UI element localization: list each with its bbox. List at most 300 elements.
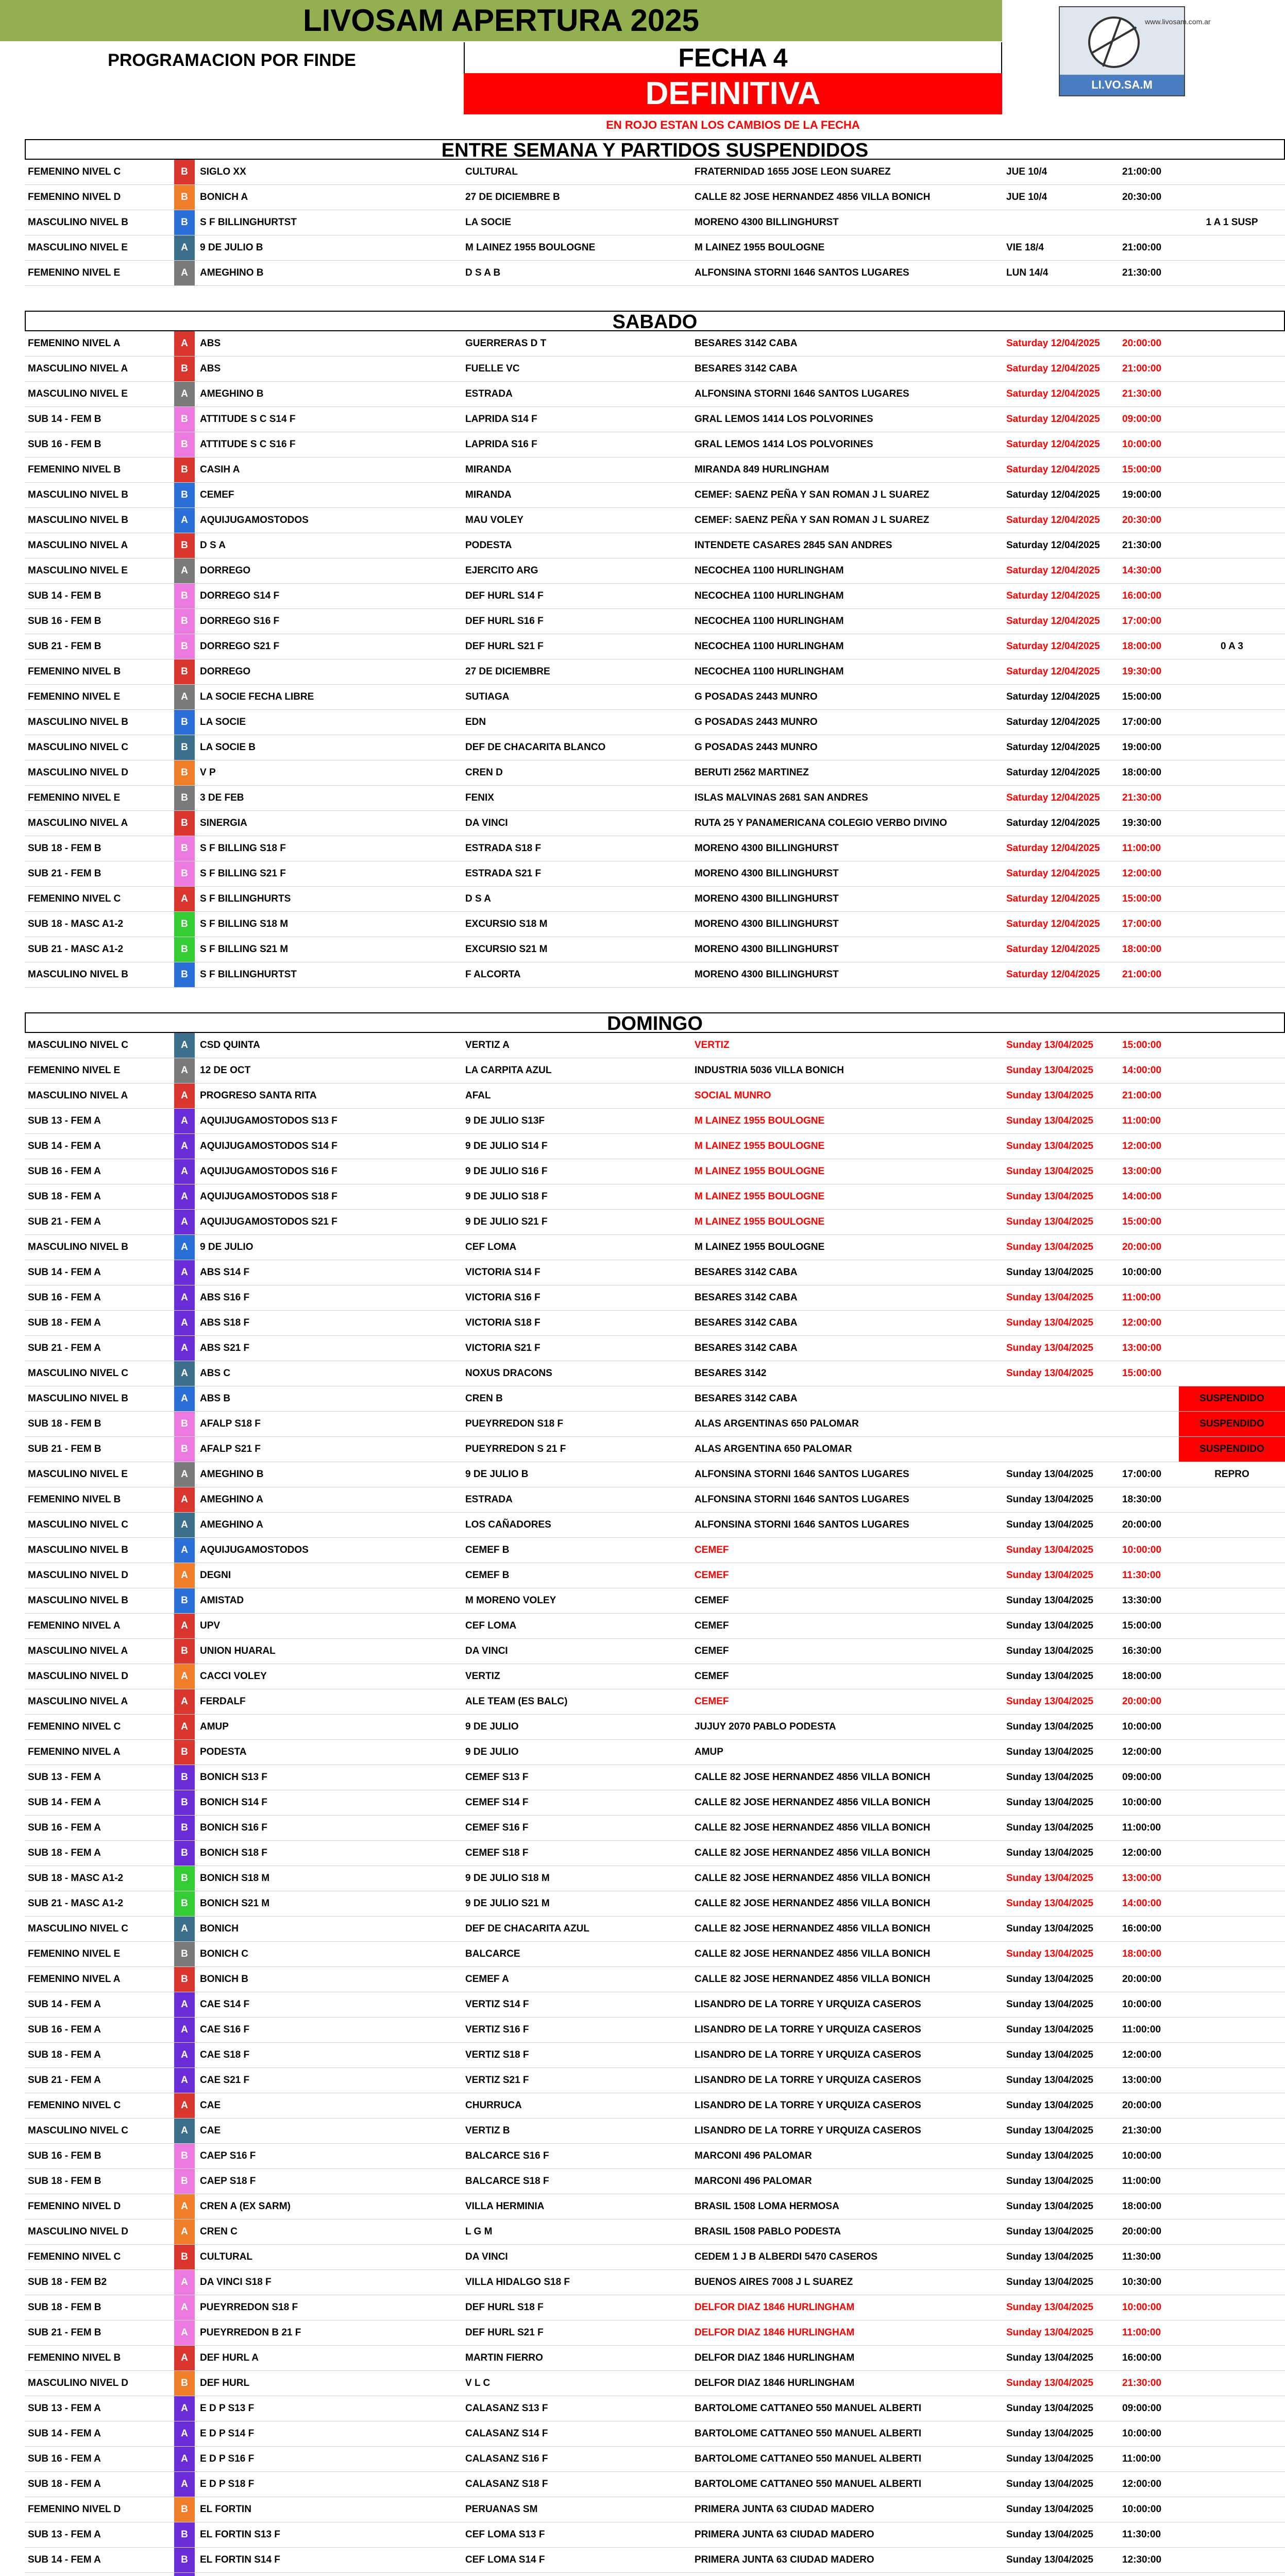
home-team: ABS C (200, 1368, 231, 1379)
home-team: AMISTAD (200, 1595, 244, 1606)
page-title: LIVOSAM APERTURA 2025 (0, 0, 1002, 41)
level-badge: A (174, 1109, 195, 1133)
venue: SOCIAL MUNRO (695, 1090, 771, 1101)
match-date: Sunday 13/04/2025 (1006, 2201, 1093, 2212)
match-time: 11:00:00 (1122, 2327, 1161, 2338)
level-badge: B (174, 760, 195, 785)
match-date: Sunday 13/04/2025 (1006, 1292, 1093, 1303)
level-badge: B (174, 2497, 195, 2522)
match-time: 21:00:00 (1122, 363, 1162, 374)
match-note (1179, 2548, 1285, 2572)
match-time: 17:00:00 (1122, 717, 1162, 727)
category: SUB 21 - MASC A1-2 (28, 1898, 124, 1909)
home-team: DORREGO S21 F (200, 641, 280, 652)
category: SUB 16 - FEM B (28, 439, 102, 450)
match-date: Sunday 13/04/2025 (1006, 1772, 1093, 1783)
venue: MORENO 4300 BILLINGHURST (695, 944, 839, 955)
match-date: Sunday 13/04/2025 (1006, 1191, 1093, 1202)
level-badge: A (174, 2093, 195, 2118)
match-note (1179, 887, 1285, 911)
match-row (25, 160, 1285, 185)
match-time: 21:30:00 (1122, 2378, 1162, 2388)
venue: ALFONSINA STORNI 1646 SANTOS LUGARES (695, 1519, 909, 1530)
match-row (25, 2497, 1285, 2522)
level-badge: B (174, 2245, 195, 2269)
level-badge: A (174, 382, 195, 406)
match-date: Sunday 13/04/2025 (1006, 1974, 1093, 1985)
match-time: 10:00:00 (1122, 2150, 1162, 2161)
match-row (25, 1109, 1285, 1134)
venue: BESARES 3142 CABA (695, 1267, 798, 1278)
match-row (25, 1967, 1285, 1992)
match-date: Sunday 13/04/2025 (1006, 1317, 1093, 1328)
venue: CEMEF (695, 1595, 729, 1606)
away-team: GUERRERAS D T (465, 338, 547, 349)
venue: PRIMERA JUNTA 63 CIUDAD MADERO (695, 2504, 874, 2515)
match-date: Sunday 13/04/2025 (1006, 1040, 1093, 1050)
venue: M LAINEZ 1955 BOULOGNE (695, 1166, 825, 1177)
venue: BRASIL 1508 PABLO PODESTA (695, 2226, 841, 2237)
match-row (25, 2447, 1285, 2472)
page-header (0, 0, 1285, 139)
logo-website: www.livosam.com.ar (1145, 18, 1211, 26)
category: FEMENINO NIVEL B (28, 2352, 121, 2363)
category: FEMENINO NIVEL E (28, 691, 121, 702)
match-row (25, 1563, 1285, 1588)
match-note (1179, 508, 1285, 533)
category: SUB 21 - FEM B (28, 1444, 102, 1454)
match-row (25, 1159, 1285, 1184)
category: FEMENINO NIVEL A (28, 1620, 121, 1631)
match-date: Sunday 13/04/2025 (1006, 1873, 1093, 1884)
away-team: EXCURSIO S21 M (465, 944, 548, 955)
match-row (25, 1740, 1285, 1765)
match-date: Saturday 12/04/2025 (1006, 363, 1100, 374)
match-date (1006, 1386, 1120, 1411)
level-badge: A (174, 1361, 195, 1386)
level-badge: B (174, 533, 195, 558)
category: SUB 14 - FEM A (28, 1267, 101, 1278)
category: FEMENINO NIVEL D (28, 2201, 121, 2212)
home-team: BONICH S21 M (200, 1898, 270, 1909)
match-date: Sunday 13/04/2025 (1006, 2378, 1093, 2388)
match-note (1179, 2497, 1285, 2522)
match-row (25, 2472, 1285, 2497)
level-badge: A (174, 1033, 195, 1058)
venue: FRATERNIDAD 1655 JOSE LEON SUAREZ (695, 166, 891, 177)
level-badge: B (174, 160, 195, 184)
away-team: DEF HURL S18 F (465, 2302, 544, 2313)
match-note (1179, 1841, 1285, 1866)
venue: MORENO 4300 BILLINGHURST (695, 843, 839, 854)
away-team: CEMEF A (465, 1974, 509, 1985)
match-date: Saturday 12/04/2025 (1006, 439, 1100, 450)
match-row (25, 1942, 1285, 1967)
match-time: 18:00:00 (1122, 2201, 1162, 2212)
match-note: 1 A 1 SUSP (1206, 217, 1258, 228)
home-team: PUEYRREDON B 21 F (200, 2327, 301, 2338)
match-date: Sunday 13/04/2025 (1006, 2024, 1093, 2035)
match-row (25, 1412, 1285, 1437)
match-note: SUSPENDIDO (1179, 1437, 1285, 1462)
match-time: 12:00:00 (1122, 1747, 1162, 1757)
match-note: REPRO (1214, 1469, 1249, 1480)
away-team: ESTRADA (465, 388, 513, 399)
match-time: 13:00:00 (1122, 2075, 1162, 2086)
home-team: CAE S21 F (200, 2075, 250, 2086)
match-row (25, 2093, 1285, 2119)
category: SUB 14 - FEM A (28, 1999, 101, 2010)
level-badge (174, 2573, 195, 2576)
away-team: CALASANZ S13 F (465, 2403, 548, 2414)
match-time (1122, 210, 1174, 235)
away-team: VICTORIA S14 F (465, 1267, 540, 1278)
match-note (1179, 659, 1285, 684)
level-badge: A (174, 1083, 195, 1108)
category: MASCULINO NIVEL E (28, 242, 128, 253)
match-note (1179, 1816, 1285, 1840)
venue: BRASIL 1508 LOMA HERMOSA (695, 2201, 839, 2212)
match-note (1179, 2093, 1285, 2118)
match-note (1179, 1361, 1285, 1386)
match-time: 21:30:00 (1122, 388, 1162, 399)
section-gap (25, 988, 1285, 1012)
match-note (1179, 2371, 1285, 2396)
match-time: 15:00:00 (1122, 1368, 1162, 1379)
match-note (1179, 1538, 1285, 1563)
match-time: 11:30:00 (1122, 2529, 1161, 2540)
match-date: Saturday 12/04/2025 (1006, 540, 1100, 551)
match-note (1179, 261, 1285, 285)
match-note (1179, 1942, 1285, 1967)
match-date: Sunday 13/04/2025 (1006, 2226, 1093, 2237)
away-team: CALASANZ S18 F (465, 2479, 548, 2489)
venue: CALLE 82 JOSE HERNANDEZ 4856 VILLA BONICH (695, 1948, 931, 1959)
match-row (25, 584, 1285, 609)
match-date: Sunday 13/04/2025 (1006, 1797, 1093, 1808)
home-team: BONICH S18 F (200, 1848, 267, 1858)
level-badge: B (174, 2371, 195, 2396)
match-note (1179, 2320, 1285, 2345)
venue: AMUP (695, 1747, 723, 1757)
match-note (1179, 937, 1285, 962)
match-date: Saturday 12/04/2025 (1006, 515, 1100, 526)
level-badge: A (174, 1664, 195, 1689)
category: MASCULINO NIVEL A (28, 1090, 128, 1101)
match-time: 21:00:00 (1122, 969, 1162, 980)
match-row (25, 685, 1285, 710)
venue: ALFONSINA STORNI 1646 SANTOS LUGARES (695, 388, 909, 399)
home-team: AMEGHINO A (200, 1494, 263, 1505)
level-badge: A (174, 1285, 195, 1310)
match-note (1179, 1614, 1285, 1638)
match-date: Sunday 13/04/2025 (1006, 1368, 1093, 1379)
match-row (25, 1513, 1285, 1538)
match-date: Sunday 13/04/2025 (1006, 2302, 1093, 2313)
match-date: Sunday 13/04/2025 (1006, 2479, 1093, 2489)
match-date: Sunday 13/04/2025 (1006, 2529, 1093, 2540)
match-note: SUSPENDIDO (1179, 1386, 1285, 1411)
level-badge: B (174, 1866, 195, 1891)
venue: ALFONSINA STORNI 1646 SANTOS LUGARES (695, 1494, 909, 1505)
category: SUB 18 - FEM A (28, 2479, 101, 2489)
category: FEMENINO NIVEL D (28, 192, 121, 202)
match-date: VIE 18/4 (1006, 242, 1044, 253)
match-note (1179, 1109, 1285, 1133)
level-badge: A (174, 2472, 195, 2497)
match-date: Sunday 13/04/2025 (1006, 2277, 1093, 2287)
category: FEMENINO NIVEL C (28, 2100, 121, 2111)
level-badge: A (174, 2194, 195, 2219)
level-badge: A (174, 685, 195, 709)
venue: CALLE 82 JOSE HERNANDEZ 4856 VILLA BONICH (695, 1974, 931, 1985)
category: MASCULINO NIVEL B (28, 1545, 128, 1555)
home-team: S F BILLINGHURTST (200, 969, 297, 980)
level-badge: A (174, 2396, 195, 2421)
match-date: Sunday 13/04/2025 (1006, 1343, 1093, 1353)
match-date: Saturday 12/04/2025 (1006, 489, 1100, 500)
away-team: LAPRIDA S14 F (465, 414, 537, 425)
away-team: LA SOCIE (465, 217, 512, 228)
venue: LISANDRO DE LA TORRE Y URQUIZA CASEROS (695, 1999, 921, 2010)
match-row (25, 2548, 1285, 2573)
category: SUB 14 - FEM A (28, 2554, 101, 2565)
match-time: 10:00:00 (1122, 439, 1162, 450)
venue: MIRANDA 849 HURLINGHAM (695, 464, 830, 475)
venue: M LAINEZ 1955 BOULOGNE (695, 242, 825, 253)
match-time: 11:00:00 (1122, 2176, 1161, 2187)
match-time: 19:00:00 (1122, 742, 1162, 753)
away-team: DEF HURL S21 F (465, 641, 544, 652)
away-team: VERTIZ S16 F (465, 2024, 529, 2035)
match-time: 10:30:00 (1122, 2277, 1162, 2287)
match-date: Saturday 12/04/2025 (1006, 919, 1100, 929)
match-row (25, 1260, 1285, 1285)
away-team: AFAL (465, 1090, 491, 1101)
match-date: Saturday 12/04/2025 (1006, 388, 1100, 399)
match-note (1179, 1588, 1285, 1613)
category: MASCULINO NIVEL B (28, 489, 128, 500)
match-row (25, 1689, 1285, 1715)
match-note (1179, 457, 1285, 482)
level-badge: A (174, 2043, 195, 2067)
home-team: E D P S16 F (200, 2453, 255, 2464)
match-time: 12:00:00 (1122, 868, 1162, 879)
match-row (25, 1538, 1285, 1563)
match-time: 20:00:00 (1122, 1696, 1162, 1707)
venue: LISANDRO DE LA TORRE Y URQUIZA CASEROS (695, 2024, 921, 2035)
away-team: VICTORIA S21 F (465, 1343, 540, 1353)
match-note (1179, 1639, 1285, 1664)
match-note (1179, 2447, 1285, 2471)
home-team: BONICH C (200, 1948, 248, 1959)
category: FEMENINO NIVEL E (28, 1065, 121, 1076)
match-time: 20:00:00 (1122, 2226, 1162, 2237)
category: MASCULINO NIVEL D (28, 2226, 128, 2237)
match-row (25, 331, 1285, 357)
home-team: PROGRESO SANTA RITA (200, 1090, 317, 1101)
match-date: Saturday 12/04/2025 (1006, 818, 1100, 828)
match-time: 21:30:00 (1122, 267, 1162, 278)
match-time: 13:30:00 (1122, 1595, 1162, 1606)
venue: ALAS ARGENTINAS 650 PALOMAR (695, 1418, 859, 1429)
match-row (25, 937, 1285, 962)
match-date: Saturday 12/04/2025 (1006, 616, 1100, 626)
level-badge: A (174, 1058, 195, 1083)
venue: M LAINEZ 1955 BOULOGNE (695, 1191, 825, 1202)
venue: MORENO 4300 BILLINGHURST (695, 868, 839, 879)
section (25, 311, 1285, 1012)
home-team: S F BILLINGHURTST (200, 217, 297, 228)
match-time: 13:00:00 (1122, 1166, 1162, 1177)
level-badge: A (174, 1134, 195, 1159)
match-time: 19:30:00 (1122, 818, 1162, 828)
away-team: F ALCORTA (465, 969, 521, 980)
level-badge: B (174, 432, 195, 457)
level-badge: B (174, 962, 195, 987)
home-team: ABS B (200, 1393, 231, 1404)
away-team: V L C (465, 2378, 491, 2388)
match-time: 16:00:00 (1122, 2352, 1162, 2363)
away-team: EXCURSIO S18 M (465, 919, 548, 929)
match-date: Sunday 13/04/2025 (1006, 1115, 1093, 1126)
match-note (1179, 1765, 1285, 1790)
match-note (1179, 357, 1285, 381)
level-badge: B (174, 584, 195, 608)
home-team: EL FORTIN S14 F (200, 2554, 280, 2565)
away-team: LA CARPITA AZUL (465, 1065, 552, 1076)
match-note (1179, 1513, 1285, 1537)
category: SUB 16 - FEM B (28, 2150, 102, 2161)
match-row (25, 2043, 1285, 2068)
match-date: Sunday 13/04/2025 (1006, 2453, 1093, 2464)
match-date: Sunday 13/04/2025 (1006, 1747, 1093, 1757)
venue: DELFOR DIAZ 1846 HURLINGHAM (695, 2327, 855, 2338)
level-badge: B (174, 1639, 195, 1664)
away-team: CULTURAL (465, 166, 518, 177)
match-time: 14:30:00 (1122, 565, 1162, 576)
match-row (25, 2018, 1285, 2043)
away-team: VICTORIA S18 F (465, 1317, 540, 1328)
venue: MORENO 4300 BILLINGHURST (695, 893, 839, 904)
level-badge: B (174, 1412, 195, 1436)
home-team: DORREGO S14 F (200, 590, 280, 601)
venue: LISANDRO DE LA TORRE Y URQUIZA CASEROS (695, 2100, 921, 2111)
match-row (25, 1790, 1285, 1816)
away-team: 9 DE JULIO (465, 1721, 519, 1732)
section-title: ENTRE SEMANA Y PARTIDOS SUSPENDIDOS (25, 139, 1285, 160)
match-row (25, 2346, 1285, 2371)
category: MASCULINO NIVEL B (28, 515, 128, 526)
venue: BARTOLOME CATTANEO 550 MANUEL ALBERTI (695, 2403, 922, 2414)
match-time: 21:30:00 (1122, 792, 1162, 803)
away-team: FENIX (465, 792, 494, 803)
match-row (25, 508, 1285, 533)
match-row (25, 1184, 1285, 1210)
category: MASCULINO NIVEL B (28, 217, 128, 228)
venue: BESARES 3142 CABA (695, 1393, 798, 1404)
category: MASCULINO NIVEL E (28, 565, 128, 576)
away-team: 27 DE DICIEMBRE B (465, 192, 560, 202)
match-time: 19:00:00 (1122, 489, 1162, 500)
match-time: 16:00:00 (1122, 590, 1162, 601)
home-team: BONICH S13 F (200, 1772, 267, 1783)
match-note (1179, 483, 1285, 507)
match-time: 10:00:00 (1122, 2302, 1162, 2313)
match-note (1179, 685, 1285, 709)
home-team: S F BILLING S21 F (200, 868, 286, 879)
home-team: DA VINCI S18 F (200, 2277, 272, 2287)
venue: M LAINEZ 1955 BOULOGNE (695, 1115, 825, 1126)
match-note (1179, 1033, 1285, 1058)
match-note (1179, 2472, 1285, 2497)
match-row (25, 1437, 1285, 1462)
home-team: DORREGO (200, 666, 251, 677)
category: SUB 16 - FEM B (28, 616, 102, 626)
venue: CEMEF: SAENZ PEÑA Y SAN ROMAN J L SUAREZ (695, 515, 929, 526)
away-team: CREN D (465, 767, 503, 778)
venue: CALLE 82 JOSE HERNANDEZ 4856 VILLA BONICH (695, 1848, 931, 1858)
home-team: CAE S16 F (200, 2024, 250, 2035)
match-row (25, 1311, 1285, 1336)
match-date: Sunday 13/04/2025 (1006, 2504, 1093, 2515)
level-badge: B (174, 937, 195, 962)
match-row (25, 210, 1285, 235)
match-row (25, 1235, 1285, 1260)
page-subtitle: PROGRAMACION POR FINDE (108, 50, 356, 70)
match-time (1122, 1412, 1174, 1436)
match-note: 0 A 3 (1220, 641, 1243, 652)
match-date: Sunday 13/04/2025 (1006, 1948, 1093, 1959)
match-row (25, 558, 1285, 584)
match-date: Sunday 13/04/2025 (1006, 2554, 1093, 2565)
venue: LISANDRO DE LA TORRE Y URQUIZA CASEROS (695, 2125, 921, 2136)
match-note: SUSPENDIDO (1179, 1412, 1285, 1436)
category: FEMENINO NIVEL E (28, 792, 121, 803)
match-note (1179, 1285, 1285, 1310)
match-time: 15:00:00 (1122, 464, 1162, 475)
match-note (1179, 1715, 1285, 1739)
match-time: 11:00:00 (1122, 1292, 1161, 1303)
match-row (25, 1866, 1285, 1891)
level-badge: B (174, 735, 195, 760)
match-time: 11:30:00 (1122, 2251, 1161, 2262)
home-team (200, 2573, 458, 2576)
match-time: 10:00:00 (1122, 1721, 1162, 1732)
level-badge: B (174, 861, 195, 886)
level-badge: A (174, 1210, 195, 1234)
home-team: AFALP S18 F (200, 1418, 261, 1429)
match-time: 11:00:00 (1122, 843, 1161, 854)
level-badge: A (174, 2119, 195, 2143)
home-team: CEMEF (200, 489, 234, 500)
match-row (25, 2219, 1285, 2245)
venue: NECOCHEA 1100 HURLINGHAM (695, 590, 844, 601)
home-team: AQUIJUGAMOSTODOS (200, 1545, 309, 1555)
match-note (1179, 2573, 1285, 2576)
match-row (25, 735, 1285, 760)
category: SUB 21 - FEM A (28, 1343, 101, 1353)
match-row (25, 836, 1285, 861)
level-badge: A (174, 1311, 195, 1335)
away-team: CEMEF B (465, 1545, 510, 1555)
home-team: ATTITUDE S C S14 F (200, 414, 296, 425)
category: FEMENINO NIVEL B (28, 666, 121, 677)
home-team: V P (200, 767, 216, 778)
match-note (1179, 836, 1285, 861)
match-row (25, 2295, 1285, 2320)
home-team: EL FORTIN (200, 2504, 251, 2515)
